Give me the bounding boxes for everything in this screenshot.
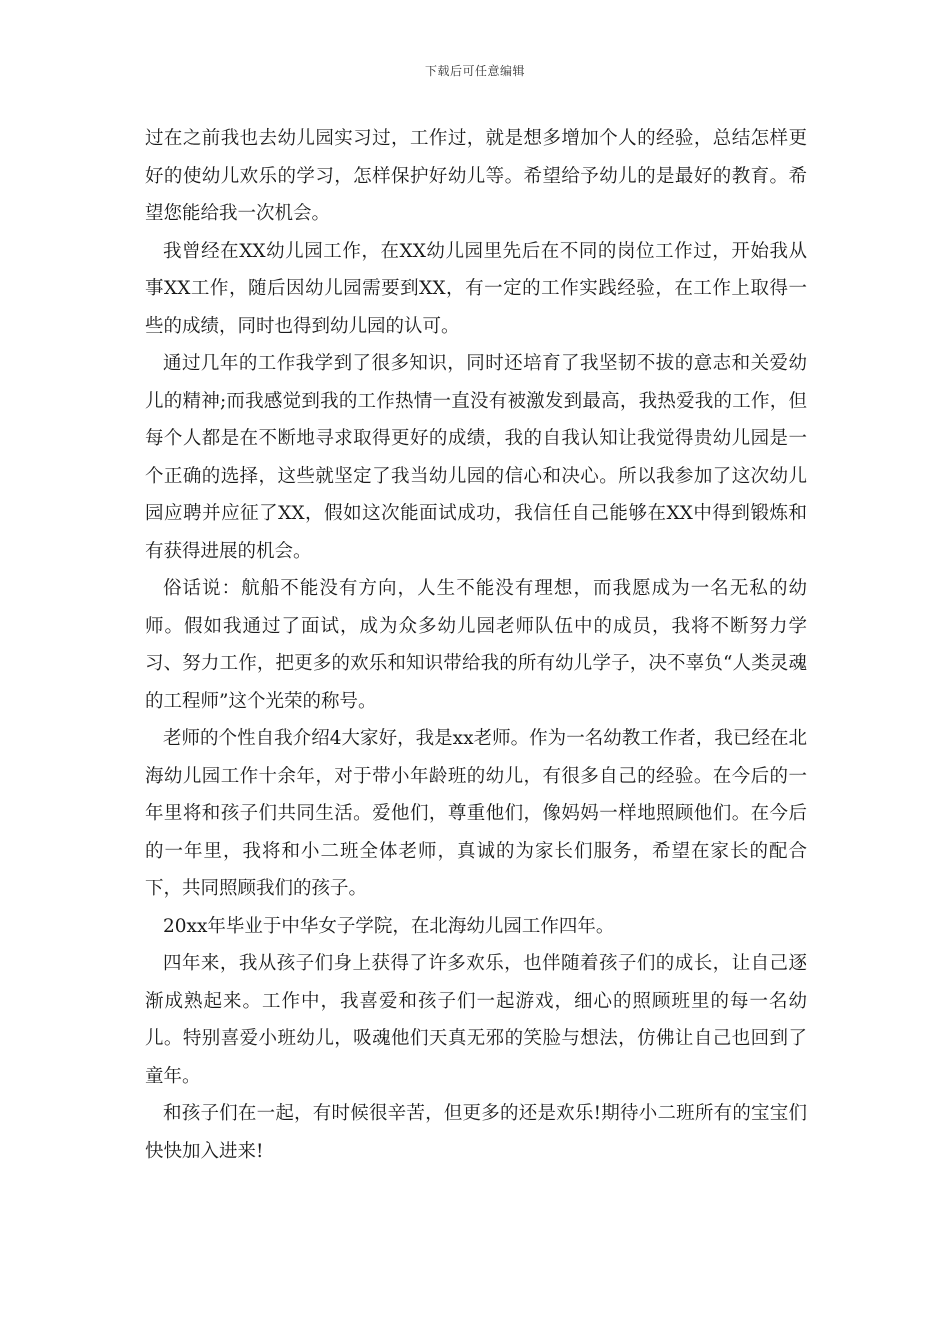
paragraph-4: 俗话说：航船不能没有方向，人生不能没有理想，而我愿成为一名无私的幼师。假如我通过了面试，成为众多幼儿园老师队伍中的成员，我将不断努力学习、努力工作，把更多的欢乐和知识带给我的所有幼儿学子，决不辜负“人类灵魂的工程师”这个光荣的称号。 <box>145 578 807 712</box>
paragraph-6: 20xx年毕业于中华女子学院，在北海幼儿园工作四年。 <box>163 915 615 937</box>
paragraph-8: 和孩子们在一起，有时候很辛苦，但更多的还是欢乐!期待小二班所有的宝宝们快快加入进来! <box>145 1103 807 1162</box>
document-body <box>145 120 807 1170</box>
paragraph-2: 我曾经在XX幼儿园工作，在XX幼儿园里先后在不同的岗位工作过，开始我从事XX工作，随后因幼儿园需要到XX，有一定的工作实践经验，在工作上取得一些的成绩，同时也得到幼儿园的认可。 <box>145 240 807 337</box>
paragraph-5: 老师的个性自我介绍4大家好，我是xx老师。作为一名幼教工作者，我已经在北海幼儿园工作十余年，对于带小年龄班的幼儿，有很多自己的经验。在今后的一年里将和孩子们共同生活。爱他们，尊重他们，像妈妈一样地照顾他们。在今后的一年里，我将和小二班全体老师，真诚的为家长们服务，希望在家长的配合下，共同照顾我们的孩子。 <box>145 728 807 899</box>
paragraph-3: 通过几年的工作我学到了很多知识，同时还培育了我坚韧不拔的意志和关爱幼儿的精神;而我感觉到我的工作热情一直没有被激发到最高，我热爱我的工作，但每个人都是在不断地寻求取得更好的成绩，我的自我认知让我觉得贵幼儿园是一个正确的选择，这些就坚定了我当幼儿园的信心和决心。所以我参加了这次幼儿园应聘并应征了XX，假如这次能面试成功，我信任自己能够在XX中得到锻炼和有获得进展的机会。 <box>145 353 807 562</box>
paragraph-7: 四年来，我从孩子们身上获得了许多欢乐，也伴随着孩子们的成长，让自己逐渐成熟起来。工作中，我喜爱和孩子们一起游戏，细心的照顾班里的每一名幼儿。特别喜爱小班幼儿，吸魂他们天真无邪的笑脸与想法，仿佛让自己也回到了童年。 <box>145 953 807 1087</box>
paragraph-1: 过在之前我也去幼儿园实习过，工作过，就是想多增加个人的经验，总结怎样更好的使幼儿欢乐的学习，怎样保护好幼儿等。希望给予幼儿的是最好的教育。希望您能给我一次机会。 <box>145 128 807 224</box>
page-header: 下载后可任意编辑 <box>424 64 525 78</box>
